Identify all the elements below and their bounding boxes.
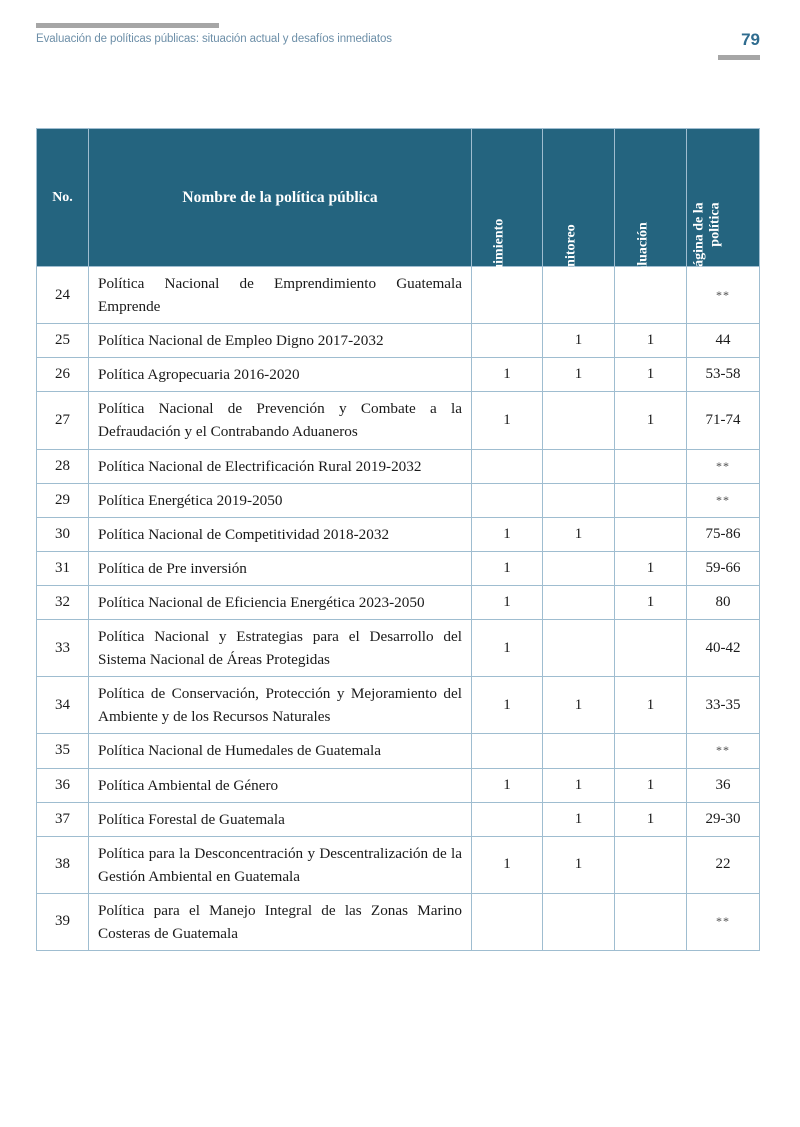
table-row	[37, 483, 760, 517]
cell-evaluacion: 1	[615, 802, 687, 836]
cell-monitoreo: 1	[543, 358, 615, 392]
cell-monitoreo	[543, 893, 615, 950]
cell-pagina-politica: **	[687, 893, 760, 950]
cell-policy-name: Política Nacional de Emprendimiento Guatemala Emprende	[89, 267, 472, 324]
cell-policy-name: Política Nacional de Competitividad 2018-2032	[89, 517, 472, 551]
cell-policy-name: Política Nacional de Electrificación Rural 2019-2032	[89, 449, 472, 483]
table-row	[37, 267, 760, 324]
cell-monitoreo	[543, 734, 615, 768]
cell-row-number: 31	[37, 551, 89, 585]
cell-monitoreo	[543, 585, 615, 619]
cell-seguimiento	[472, 483, 543, 517]
cell-policy-name: Política Nacional y Estrategias para el Desarrollo del Sistema Nacional de Áreas Protegidas	[89, 620, 472, 677]
table-body	[37, 267, 760, 951]
table-row	[37, 768, 760, 802]
cell-monitoreo	[543, 620, 615, 677]
table-header	[37, 129, 760, 293]
column-header-monitoreo	[543, 129, 615, 288]
cell-evaluacion	[615, 734, 687, 768]
cell-policy-name: Política Nacional de Empleo Digno 2017-2032	[89, 324, 472, 358]
page-header	[0, 0, 800, 70]
cell-policy-name: Política para el Manejo Integral de las Zonas Marino Costeras de Guatemala	[89, 893, 472, 950]
table-header-row	[37, 129, 760, 267]
table-row	[37, 585, 760, 619]
table-row	[37, 449, 760, 483]
cell-seguimiento: 1	[472, 620, 543, 677]
cell-monitoreo	[543, 551, 615, 585]
cell-evaluacion: 1	[615, 768, 687, 802]
cell-policy-name: Política Energética 2019-2050	[89, 483, 472, 517]
table-row	[37, 517, 760, 551]
cell-policy-name: Política Nacional de Humedales de Guatemala	[89, 734, 472, 768]
cell-seguimiento	[472, 802, 543, 836]
cell-policy-name: Política Nacional de Prevención y Combate a la Defraudación y el Contrabando Aduaneros	[89, 392, 472, 449]
cell-pagina-politica: 40-42	[687, 620, 760, 677]
table-row	[37, 551, 760, 585]
cell-pagina-politica: **	[687, 449, 760, 483]
cell-row-number: 25	[37, 324, 89, 358]
cell-monitoreo	[543, 483, 615, 517]
cell-pagina-politica: 75-86	[687, 517, 760, 551]
cell-seguimiento: 1	[472, 677, 543, 734]
cell-row-number: 35	[37, 734, 89, 768]
policy-table-container	[36, 128, 759, 951]
column-header-evaluacion-label: Evaluación	[634, 222, 650, 290]
cell-row-number: 37	[37, 802, 89, 836]
column-header-pagina-politica-label: Página de la política	[691, 202, 723, 276]
cell-row-number: 33	[37, 620, 89, 677]
cell-seguimiento: 1	[472, 358, 543, 392]
table-row	[37, 358, 760, 392]
cell-row-number: 34	[37, 677, 89, 734]
table-row	[37, 802, 760, 836]
cell-monitoreo: 1	[543, 802, 615, 836]
cell-seguimiento	[472, 893, 543, 950]
cell-monitoreo: 1	[543, 517, 615, 551]
column-header-seguimiento-label: Seguimiento	[491, 219, 507, 293]
cell-policy-name: Política Ambiental de Género	[89, 768, 472, 802]
cell-evaluacion: 1	[615, 358, 687, 392]
cell-row-number: 32	[37, 585, 89, 619]
table-row	[37, 836, 760, 893]
cell-seguimiento: 1	[472, 551, 543, 585]
cell-monitoreo: 1	[543, 768, 615, 802]
cell-monitoreo	[543, 392, 615, 449]
running-head-title: Evaluación de políticas públicas: situación actual y desafíos inmediatos	[36, 33, 392, 45]
cell-seguimiento: 1	[472, 585, 543, 619]
cell-row-number: 38	[37, 836, 89, 893]
cell-evaluacion	[615, 836, 687, 893]
column-header-name: Nombre de la política pública	[89, 129, 472, 267]
cell-row-number: 29	[37, 483, 89, 517]
cell-seguimiento: 1	[472, 768, 543, 802]
cell-evaluacion: 1	[615, 392, 687, 449]
header-rule-left	[36, 23, 219, 28]
cell-pagina-politica: 29-30	[687, 802, 760, 836]
cell-policy-name: Política Forestal de Guatemala	[89, 802, 472, 836]
table-row	[37, 734, 760, 768]
cell-pagina-politica: **	[687, 267, 760, 324]
cell-evaluacion	[615, 893, 687, 950]
cell-row-number: 36	[37, 768, 89, 802]
cell-evaluacion	[615, 517, 687, 551]
cell-seguimiento	[472, 324, 543, 358]
page-number: 79	[741, 30, 760, 49]
cell-row-number: 27	[37, 392, 89, 449]
cell-pagina-politica: **	[687, 734, 760, 768]
table-row	[37, 392, 760, 449]
cell-evaluacion	[615, 620, 687, 677]
column-header-seguimiento	[472, 129, 543, 293]
cell-pagina-politica: 22	[687, 836, 760, 893]
cell-row-number: 24	[37, 267, 89, 324]
cell-row-number: 39	[37, 893, 89, 950]
cell-monitoreo: 1	[543, 836, 615, 893]
table-row	[37, 893, 760, 950]
cell-evaluacion: 1	[615, 551, 687, 585]
cell-policy-name: Política para la Desconcentración y Descentralización de la Gestión Ambiental en Guatemala	[89, 836, 472, 893]
cell-seguimiento: 1	[472, 836, 543, 893]
cell-pagina-politica: 33-35	[687, 677, 760, 734]
cell-evaluacion: 1	[615, 677, 687, 734]
column-header-monitoreo-label: Monitoreo	[562, 224, 578, 288]
policy-table	[36, 128, 760, 951]
cell-seguimiento	[472, 734, 543, 768]
cell-seguimiento	[472, 449, 543, 483]
cell-pagina-politica: 53-58	[687, 358, 760, 392]
cell-monitoreo: 1	[543, 324, 615, 358]
cell-row-number: 30	[37, 517, 89, 551]
cell-monitoreo: 1	[543, 677, 615, 734]
cell-monitoreo	[543, 449, 615, 483]
cell-row-number: 28	[37, 449, 89, 483]
cell-pagina-politica: 71-74	[687, 392, 760, 449]
header-rule-right	[718, 55, 760, 60]
column-header-no: No.	[37, 129, 89, 267]
cell-policy-name: Política Agropecuaria 2016-2020	[89, 358, 472, 392]
cell-seguimiento: 1	[472, 392, 543, 449]
cell-policy-name: Política de Conservación, Protección y Mejoramiento del Ambiente y de los Recursos Naturales	[89, 677, 472, 734]
cell-row-number: 26	[37, 358, 89, 392]
cell-seguimiento: 1	[472, 517, 543, 551]
cell-policy-name: Política Nacional de Eficiencia Energética 2023-2050	[89, 585, 472, 619]
cell-pagina-politica: 80	[687, 585, 760, 619]
cell-pagina-politica: 44	[687, 324, 760, 358]
cell-pagina-politica: 59-66	[687, 551, 760, 585]
column-header-evaluacion	[615, 129, 687, 290]
cell-pagina-politica: 36	[687, 768, 760, 802]
cell-pagina-politica: **	[687, 483, 760, 517]
cell-evaluacion	[615, 449, 687, 483]
table-row	[37, 677, 760, 734]
cell-evaluacion: 1	[615, 324, 687, 358]
cell-evaluacion	[615, 483, 687, 517]
column-header-pagina-politica	[687, 129, 760, 276]
cell-seguimiento	[472, 267, 543, 324]
cell-evaluacion: 1	[615, 585, 687, 619]
cell-policy-name: Política de Pre inversión	[89, 551, 472, 585]
table-row	[37, 324, 760, 358]
table-row	[37, 620, 760, 677]
